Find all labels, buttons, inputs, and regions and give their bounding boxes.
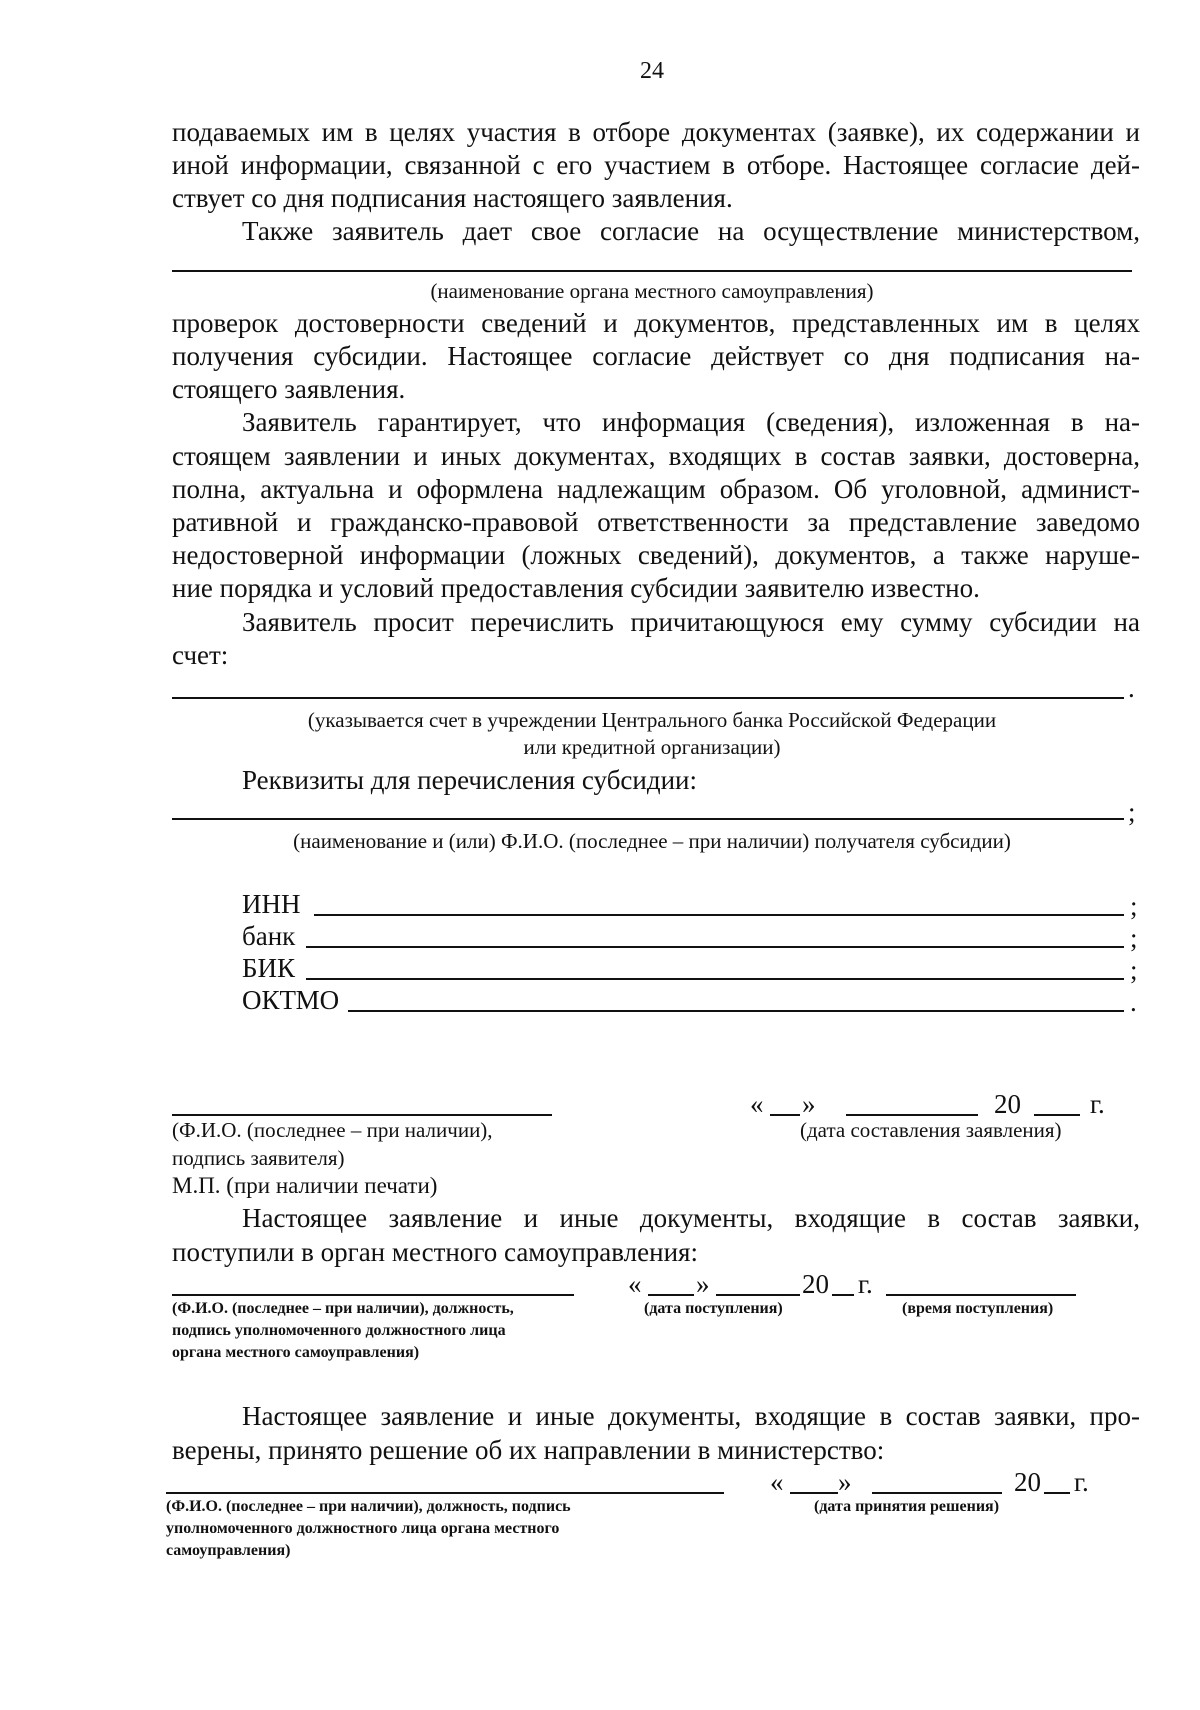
para6-line1: Настоящее заявление и иные документы, входящие в состав заявки, [242,1203,1140,1233]
decision-caption-line3: самоуправления) [166,1542,291,1559]
oktmo-end: . [1130,987,1137,1017]
applicant-caption-line2: подпись заявителя) [172,1146,345,1170]
date3-quote-close: » [838,1467,852,1497]
decision-caption-line2: уполномоченного должностного лица органа местного [166,1520,560,1537]
para3-line2: получения субсидии. Настоящее согласие действует со дня подписания на- [172,341,1140,371]
stamp-label: М.П. (при наличии печати) [172,1173,438,1198]
date3-year-line[interactable] [1044,1492,1070,1494]
caption-account-line2: или кредитной организации) [523,735,781,759]
inn-end: ; [1130,891,1138,921]
inn-label: ИНН [242,889,301,919]
org-name-line[interactable] [172,270,1132,272]
para5-line1: Заявитель просит перечислить причитающуюся ему сумму субсидии на [242,607,1140,637]
caption-org-name: (наименование органа местного самоуправления) [430,279,874,303]
date1-month-line[interactable] [846,1114,978,1116]
bik-end: ; [1130,955,1138,985]
oktmo-input-line[interactable] [348,1010,1124,1012]
para4-line5: недостоверной информации (ложных сведений), документов, а также наруше- [172,540,1140,570]
receipt-caption-line1: (Ф.И.О. (последнее – при наличии), должность, [172,1300,514,1317]
para2-line1: Также заявитель дает свое согласие на осуществление министерством, [242,216,1140,246]
receipt-signature-line[interactable] [172,1294,574,1296]
bank-label: банк [242,921,296,951]
account-line-end: . [1128,673,1135,703]
bik-label: БИК [242,953,296,983]
applicant-signature-line[interactable] [172,1114,552,1116]
date3-day-line[interactable] [790,1492,838,1494]
inn-input-line[interactable] [314,914,1124,916]
decision-signature-line[interactable] [166,1492,724,1494]
para4-line1: Заявитель гарантирует, что информация (сведения), изложенная в на- [242,407,1140,437]
date2-quote-close: » [696,1269,710,1299]
date2-year-suffix: г. [858,1269,873,1299]
applicant-caption-line1: (Ф.И.О. (последнее – при наличии), [172,1118,493,1142]
para1-line3: ствует со дня подписания настоящего заявления. [172,183,733,213]
date2-month-line[interactable] [716,1294,800,1296]
decision-caption-line1: (Ф.И.О. (последнее – при наличии), должность, подпись [166,1498,571,1515]
para1-line1: подаваемых им в целях участия в отборе документах (заявке), их содержании и [172,117,1140,147]
caption-account-line1: (указывается счет в учреждении Центрального банка Российской Федерации [307,708,997,732]
para4-line4: ративной и гражданско-правовой ответственности за представление заведомо [172,507,1140,537]
para4-line6: ние порядка и условий предоставления субсидии заявителю известно. [172,573,980,603]
date2-year-prefix: 20 [802,1269,829,1299]
date1-quote-close: » [802,1089,816,1119]
recipient-line-end: ; [1128,797,1136,827]
date3-quote-open: « [770,1467,784,1497]
receipt-caption-line2: подпись уполномоченного должностного лица [172,1322,506,1339]
receipt-time-line[interactable] [886,1294,1076,1296]
para5-line2: счет: [172,640,229,670]
recipient-line[interactable] [172,818,1124,820]
time-caption: (время поступления) [902,1300,1054,1317]
date3-year-prefix: 20 [1014,1467,1041,1497]
date1-year-prefix: 20 [994,1089,1021,1119]
receipt-caption-line3: органа местного самоуправления) [172,1344,420,1361]
date3-year-suffix: г. [1074,1467,1089,1497]
date1-quote-open: « [750,1089,764,1119]
date1-year-line[interactable] [1034,1114,1080,1116]
date3-month-line[interactable] [872,1492,1002,1494]
page-number: 24 [640,58,664,84]
date3-caption: (дата принятия решения) [814,1498,1000,1515]
date2-year-line[interactable] [832,1294,854,1296]
para3-line1: проверок достоверности сведений и документов, представленных им в целях [172,308,1140,338]
oktmo-label: ОКТМО [242,985,340,1015]
para1-line2: иной информации, связанной с его участием в отборе. Настоящее согласие дей- [172,150,1140,180]
para4-line2: стоящем заявлении и иных документах, входящих в состав заявки, достоверна, [172,441,1140,471]
para7-line1: Настоящее заявление и иные документы, входящие в состав заявки, про- [242,1401,1140,1431]
date1-day-line[interactable] [770,1114,800,1116]
para4-line3: полна, актуальна и оформлена надлежащим образом. Об уголовной, админист- [172,474,1140,504]
bank-end: ; [1130,923,1138,953]
date2-caption: (дата поступления) [644,1300,783,1317]
date1-year-suffix: г. [1090,1089,1105,1119]
bik-input-line[interactable] [306,978,1124,980]
caption-recipient: (наименование и (или) Ф.И.О. (последнее – при наличии) получателя субсидии) [293,829,1011,853]
account-line[interactable] [172,697,1124,699]
requisites-title: Реквизиты для перечисления субсидии: [242,765,698,795]
para7-line2: верены, принято решение об их направлении в министерство: [172,1435,885,1465]
bank-input-line[interactable] [306,946,1124,948]
date2-quote-open: « [628,1269,642,1299]
date2-day-line[interactable] [648,1294,694,1296]
date1-caption: (дата составления заявления) [800,1118,1062,1142]
para6-line2: поступили в орган местного самоуправления: [172,1237,698,1267]
para3-line3: стоящего заявления. [172,374,406,404]
